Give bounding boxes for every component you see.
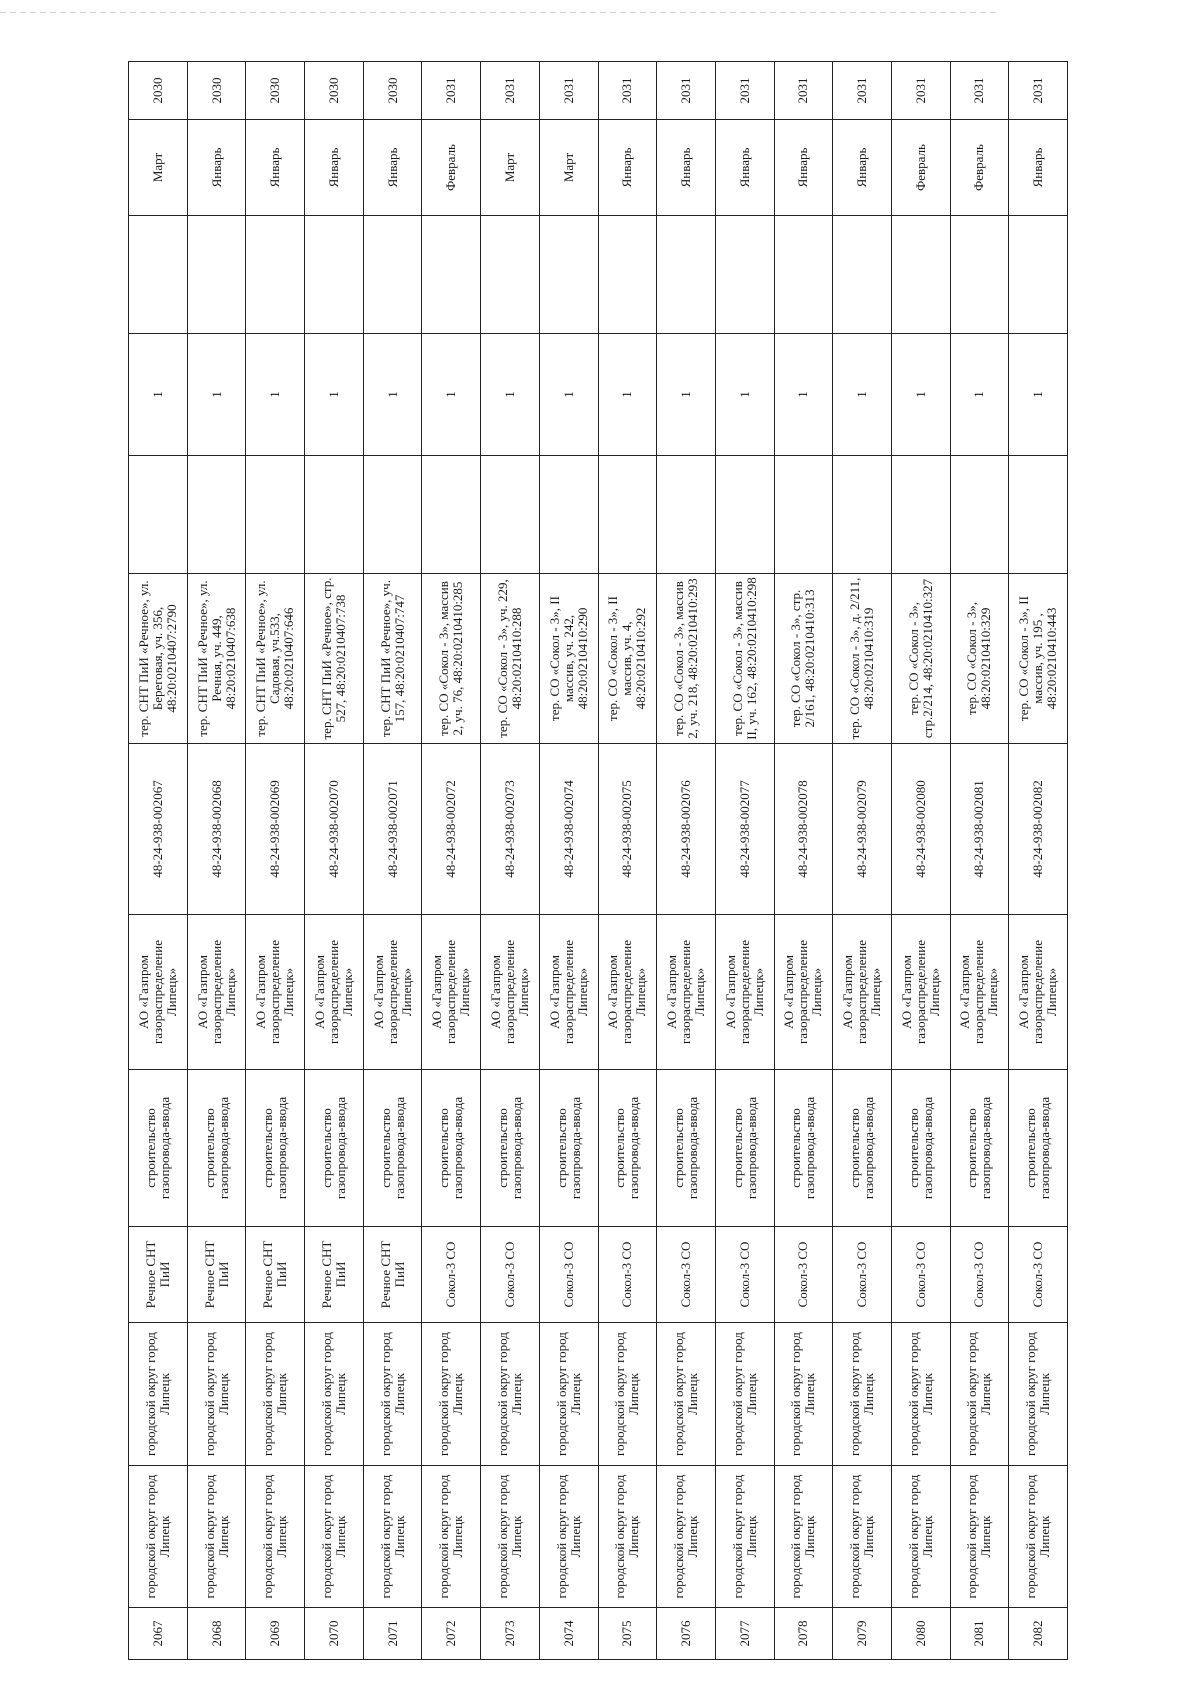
municipality-cell: городской округ город Липецк: [422, 1323, 481, 1466]
address-cell: тер. СНТ ПиИ «Речное», стр. 527, 48:20:0210407:738: [305, 574, 364, 744]
quantity-cell: 1: [539, 334, 598, 456]
district-cell: городской округ город Липецк: [481, 1466, 540, 1608]
year-cell: 2031: [422, 62, 481, 120]
object-code-cell: 48-24-938-002071: [363, 744, 422, 915]
quantity-cell: 1: [246, 334, 305, 456]
district-cell: городской округ город Липецк: [305, 1466, 364, 1608]
year-cell: 2031: [891, 62, 950, 120]
address-cell: тер. СО «Сокол - 3», массив II, уч. 162, 48:20:0210410:298: [715, 574, 774, 744]
empty-cell-cell: [187, 456, 246, 574]
settlement-cell: Речное СНТ ПиИ: [187, 1227, 246, 1323]
month-cell: Январь: [657, 120, 716, 216]
year-cell: 2031: [715, 62, 774, 120]
quantity-cell: 1: [774, 334, 833, 456]
table-row: [246, 62, 305, 1660]
work-type-cell: строительство газопровода-ввода: [657, 1070, 716, 1227]
table-row: [481, 62, 540, 1660]
district-cell: городской округ город Липецк: [657, 1466, 716, 1608]
empty-cell-cell: [1009, 216, 1068, 334]
quantity-cell: 1: [891, 334, 950, 456]
work-type-cell: строительство газопровода-ввода: [539, 1070, 598, 1227]
settlement-cell: Сокол-3 СО: [598, 1227, 657, 1323]
object-code-cell: 48-24-938-002074: [539, 744, 598, 915]
empty-cell-cell: [833, 456, 892, 574]
settlement-cell: Сокол-3 СО: [891, 1227, 950, 1323]
settlement-cell: Сокол-3 СО: [539, 1227, 598, 1323]
work-type-cell: строительство газопровода-ввода: [833, 1070, 892, 1227]
year-cell: 2031: [481, 62, 540, 120]
address-cell: тер. СО «Сокол - 3», II массив, уч. 195 , 48:20:0210410:443: [1009, 574, 1068, 744]
organization-cell: АО «Газпром газораспределение Липецк»: [598, 915, 657, 1070]
municipality-cell: городской округ город Липецк: [1009, 1323, 1068, 1466]
row-number-cell: 2082: [1009, 1608, 1068, 1660]
table-row: [187, 62, 246, 1660]
organization-cell: АО «Газпром газораспределение Липецк»: [774, 915, 833, 1070]
quantity-cell: 1: [481, 334, 540, 456]
table-row: [774, 62, 833, 1660]
year-cell: 2031: [1009, 62, 1068, 120]
empty-cell-cell: [598, 456, 657, 574]
quantity-cell: 1: [657, 334, 716, 456]
municipality-cell: городской округ город Липецк: [657, 1323, 716, 1466]
address-cell: тер. СНТ ПиИ «Речное», уч. 157, 48:20:0210407:747: [363, 574, 422, 744]
table-row: [539, 62, 598, 1660]
row-number-cell: 2081: [950, 1608, 1009, 1660]
object-code-cell: 48-24-938-002079: [833, 744, 892, 915]
settlement-cell: Сокол-3 СО: [422, 1227, 481, 1323]
object-code-cell: 48-24-938-002067: [129, 744, 188, 915]
month-cell: Январь: [305, 120, 364, 216]
district-cell: городской округ город Липецк: [246, 1466, 305, 1608]
organization-cell: АО «Газпром газораспределение Липецк»: [1009, 915, 1068, 1070]
month-cell: Январь: [774, 120, 833, 216]
empty-cell-cell: [657, 216, 716, 334]
table-row: [715, 62, 774, 1660]
organization-cell: АО «Газпром газораспределение Липецк»: [305, 915, 364, 1070]
row-number-cell: 2072: [422, 1608, 481, 1660]
quantity-cell: 1: [422, 334, 481, 456]
organization-cell: АО «Газпром газораспределение Липецк»: [481, 915, 540, 1070]
year-cell: 2031: [950, 62, 1009, 120]
month-cell: Январь: [187, 120, 246, 216]
quantity-cell: 1: [129, 334, 188, 456]
year-cell: 2030: [363, 62, 422, 120]
table-row: [950, 62, 1009, 1660]
address-cell: тер. СНТ ПиИ «Речное», ул. Береговая, уч. 356, 48:20:0210407:2790: [129, 574, 188, 744]
organization-cell: АО «Газпром газораспределение Липецк»: [246, 915, 305, 1070]
municipality-cell: городской округ город Липецк: [715, 1323, 774, 1466]
work-type-cell: строительство газопровода-ввода: [774, 1070, 833, 1227]
quantity-cell: 1: [715, 334, 774, 456]
municipality-cell: городской округ город Липецк: [481, 1323, 540, 1466]
row-number-cell: 2069: [246, 1608, 305, 1660]
year-cell: 2031: [774, 62, 833, 120]
settlement-cell: Речное СНТ ПиИ: [246, 1227, 305, 1323]
municipality-cell: городской округ город Липецк: [363, 1323, 422, 1466]
table-row: [833, 62, 892, 1660]
empty-cell-cell: [246, 456, 305, 574]
address-cell: тер. СО «Сокол - 3», 48:20:0210410:329: [950, 574, 1009, 744]
work-type-cell: строительство газопровода-ввода: [1009, 1070, 1068, 1227]
organization-cell: АО «Газпром газораспределение Липецк»: [950, 915, 1009, 1070]
municipality-cell: городской округ город Липецк: [129, 1323, 188, 1466]
work-type-cell: строительство газопровода-ввода: [187, 1070, 246, 1227]
empty-cell-cell: [187, 216, 246, 334]
organization-cell: АО «Газпром газораспределение Липецк»: [129, 915, 188, 1070]
month-cell: Март: [539, 120, 598, 216]
quantity-cell: 1: [598, 334, 657, 456]
settlement-cell: Сокол-3 СО: [715, 1227, 774, 1323]
quantity-cell: 1: [187, 334, 246, 456]
district-cell: городской округ город Липецк: [129, 1466, 188, 1608]
empty-cell-cell: [481, 456, 540, 574]
settlement-cell: Речное СНТ ПиИ: [363, 1227, 422, 1323]
settlement-cell: Сокол-3 СО: [833, 1227, 892, 1323]
scan-edge-artifact: [0, 12, 1000, 13]
year-cell: 2030: [187, 62, 246, 120]
empty-cell-cell: [891, 456, 950, 574]
district-cell: городской округ город Липецк: [363, 1466, 422, 1608]
empty-cell-cell: [774, 456, 833, 574]
district-cell: городской округ город Липецк: [950, 1466, 1009, 1608]
empty-cell-cell: [715, 216, 774, 334]
work-type-cell: строительство газопровода-ввода: [129, 1070, 188, 1227]
municipality-cell: городской округ город Липецк: [774, 1323, 833, 1466]
district-cell: городской округ город Липецк: [187, 1466, 246, 1608]
address-cell: тер. СО «Сокол - 3», II массив, уч. 242, 48:20:0210410:290: [539, 574, 598, 744]
work-type-cell: строительство газопровода-ввода: [481, 1070, 540, 1227]
settlement-cell: Речное СНТ ПиИ: [129, 1227, 188, 1323]
object-code-cell: 48-24-938-002077: [715, 744, 774, 915]
organization-cell: АО «Газпром газораспределение Липецк»: [891, 915, 950, 1070]
row-number-cell: 2068: [187, 1608, 246, 1660]
empty-cell-cell: [657, 456, 716, 574]
year-cell: 2031: [833, 62, 892, 120]
month-cell: Март: [481, 120, 540, 216]
municipality-cell: городской округ город Липецк: [598, 1323, 657, 1466]
table-row: [657, 62, 716, 1660]
empty-cell-cell: [305, 456, 364, 574]
empty-cell-cell: [950, 216, 1009, 334]
table-row: [422, 62, 481, 1660]
organization-cell: АО «Газпром газораспределение Липецк»: [715, 915, 774, 1070]
empty-cell-cell: [833, 216, 892, 334]
address-cell: тер. СО «Сокол - 3», II массив, уч. 4, 48:20:0210410:292: [598, 574, 657, 744]
empty-cell-cell: [539, 216, 598, 334]
object-code-cell: 48-24-938-002075: [598, 744, 657, 915]
year-cell: 2031: [539, 62, 598, 120]
municipality-cell: городской округ город Липецк: [305, 1323, 364, 1466]
quantity-cell: 1: [950, 334, 1009, 456]
quantity-cell: 1: [305, 334, 364, 456]
rotated-page: [128, 77, 1068, 1660]
row-number-cell: 2071: [363, 1608, 422, 1660]
district-cell: городской округ город Липецк: [891, 1466, 950, 1608]
quantity-cell: 1: [363, 334, 422, 456]
table-body: [129, 62, 1068, 1660]
month-cell: Февраль: [422, 120, 481, 216]
month-cell: Март: [129, 120, 188, 216]
work-type-cell: строительство газопровода-ввода: [422, 1070, 481, 1227]
year-cell: 2031: [657, 62, 716, 120]
row-number-cell: 2077: [715, 1608, 774, 1660]
organization-cell: АО «Газпром газораспределение Липецк»: [187, 915, 246, 1070]
address-cell: тер. СО «Сокол - 3», уч. 229, 48:20:0210410:288: [481, 574, 540, 744]
row-number-cell: 2078: [774, 1608, 833, 1660]
organization-cell: АО «Газпром газораспределение Липецк»: [833, 915, 892, 1070]
empty-cell-cell: [305, 216, 364, 334]
year-cell: 2030: [305, 62, 364, 120]
table-row: [363, 62, 422, 1660]
object-code-cell: 48-24-938-002081: [950, 744, 1009, 915]
organization-cell: АО «Газпром газораспределение Липецк»: [422, 915, 481, 1070]
address-cell: тер. СНТ ПиИ «Речное», ул. Речная, уч. 449, 48:20:0210407:638: [187, 574, 246, 744]
settlement-cell: Сокол-3 СО: [1009, 1227, 1068, 1323]
work-type-cell: строительство газопровода-ввода: [363, 1070, 422, 1227]
municipality-cell: городской округ город Липецк: [833, 1323, 892, 1466]
work-type-cell: строительство газопровода-ввода: [891, 1070, 950, 1227]
organization-cell: АО «Газпром газораспределение Липецк»: [539, 915, 598, 1070]
district-cell: городской округ город Липецк: [539, 1466, 598, 1608]
empty-cell-cell: [950, 456, 1009, 574]
address-cell: тер. СО «Сокол - 3», массив 2, уч. 218, 48:20:0210410:293: [657, 574, 716, 744]
empty-cell-cell: [715, 456, 774, 574]
empty-cell-cell: [598, 216, 657, 334]
object-code-cell: 48-24-938-002068: [187, 744, 246, 915]
empty-cell-cell: [481, 216, 540, 334]
empty-cell-cell: [129, 216, 188, 334]
month-cell: Январь: [833, 120, 892, 216]
district-cell: городской округ город Липецк: [422, 1466, 481, 1608]
object-code-cell: 48-24-938-002073: [481, 744, 540, 915]
work-type-cell: строительство газопровода-ввода: [246, 1070, 305, 1227]
row-number-cell: 2075: [598, 1608, 657, 1660]
address-cell: тер. СО «Сокол - 3», стр.2/214, 48:20:0210410:327: [891, 574, 950, 744]
empty-cell-cell: [539, 456, 598, 574]
empty-cell-cell: [363, 456, 422, 574]
settlement-cell: Сокол-3 СО: [657, 1227, 716, 1323]
empty-cell-cell: [129, 456, 188, 574]
district-cell: городской округ город Липецк: [1009, 1466, 1068, 1608]
object-code-cell: 48-24-938-002082: [1009, 744, 1068, 915]
table-row: [598, 62, 657, 1660]
row-number-cell: 2070: [305, 1608, 364, 1660]
table-row: [1009, 62, 1068, 1660]
municipality-cell: городской округ город Липецк: [246, 1323, 305, 1466]
settlement-cell: Речное СНТ ПиИ: [305, 1227, 364, 1323]
row-number-cell: 2079: [833, 1608, 892, 1660]
work-type-cell: строительство газопровода-ввода: [305, 1070, 364, 1227]
month-cell: Январь: [715, 120, 774, 216]
settlement-cell: Сокол-3 СО: [774, 1227, 833, 1323]
object-code-cell: 48-24-938-002076: [657, 744, 716, 915]
row-number-cell: 2080: [891, 1608, 950, 1660]
quantity-cell: 1: [1009, 334, 1068, 456]
table-row: [305, 62, 364, 1660]
object-code-cell: 48-24-938-002080: [891, 744, 950, 915]
month-cell: Февраль: [891, 120, 950, 216]
municipality-cell: городской округ город Липецк: [891, 1323, 950, 1466]
organization-cell: АО «Газпром газораспределение Липецк»: [657, 915, 716, 1070]
month-cell: Январь: [1009, 120, 1068, 216]
object-code-cell: 48-24-938-002078: [774, 744, 833, 915]
work-type-cell: строительство газопровода-ввода: [715, 1070, 774, 1227]
organization-cell: АО «Газпром газораспределение Липецк»: [363, 915, 422, 1070]
row-number-cell: 2067: [129, 1608, 188, 1660]
year-cell: 2031: [598, 62, 657, 120]
municipality-cell: городской округ город Липецк: [539, 1323, 598, 1466]
empty-cell-cell: [422, 456, 481, 574]
address-cell: тер. СО «Сокол - 3», д. 2/211, 48:20:0210410:319: [833, 574, 892, 744]
month-cell: Январь: [363, 120, 422, 216]
month-cell: Февраль: [950, 120, 1009, 216]
month-cell: Январь: [246, 120, 305, 216]
district-cell: городской округ город Липецк: [774, 1466, 833, 1608]
month-cell: Январь: [598, 120, 657, 216]
gasification-schedule-table: [128, 61, 1068, 1660]
empty-cell-cell: [422, 216, 481, 334]
address-cell: тер. СНТ ПиИ «Речное», ул. Садовая, уч.533, 48:20:0210407:646: [246, 574, 305, 744]
address-cell: тер. СО «Сокол - 3», массив 2, уч. 76, 48:20:0210410:285: [422, 574, 481, 744]
district-cell: городской округ город Липецк: [833, 1466, 892, 1608]
work-type-cell: строительство газопровода-ввода: [950, 1070, 1009, 1227]
object-code-cell: 48-24-938-002070: [305, 744, 364, 915]
table-row: [891, 62, 950, 1660]
year-cell: 2030: [129, 62, 188, 120]
settlement-cell: Сокол-3 СО: [950, 1227, 1009, 1323]
row-number-cell: 2076: [657, 1608, 716, 1660]
quantity-cell: 1: [833, 334, 892, 456]
object-code-cell: 48-24-938-002069: [246, 744, 305, 915]
table-row: [129, 62, 188, 1660]
address-cell: тер. СО «Сокол - 3», стр. 2/161, 48:20:0210410:313: [774, 574, 833, 744]
empty-cell-cell: [363, 216, 422, 334]
work-type-cell: строительство газопровода-ввода: [598, 1070, 657, 1227]
row-number-cell: 2074: [539, 1608, 598, 1660]
empty-cell-cell: [1009, 456, 1068, 574]
empty-cell-cell: [246, 216, 305, 334]
empty-cell-cell: [774, 216, 833, 334]
municipality-cell: городской округ город Липецк: [950, 1323, 1009, 1466]
rotated-table-frame: [128, 77, 1068, 1660]
row-number-cell: 2073: [481, 1608, 540, 1660]
district-cell: городской округ город Липецк: [598, 1466, 657, 1608]
object-code-cell: 48-24-938-002072: [422, 744, 481, 915]
year-cell: 2030: [246, 62, 305, 120]
municipality-cell: городской округ город Липецк: [187, 1323, 246, 1466]
empty-cell-cell: [891, 216, 950, 334]
settlement-cell: Сокол-3 СО: [481, 1227, 540, 1323]
district-cell: городской округ город Липецк: [715, 1466, 774, 1608]
